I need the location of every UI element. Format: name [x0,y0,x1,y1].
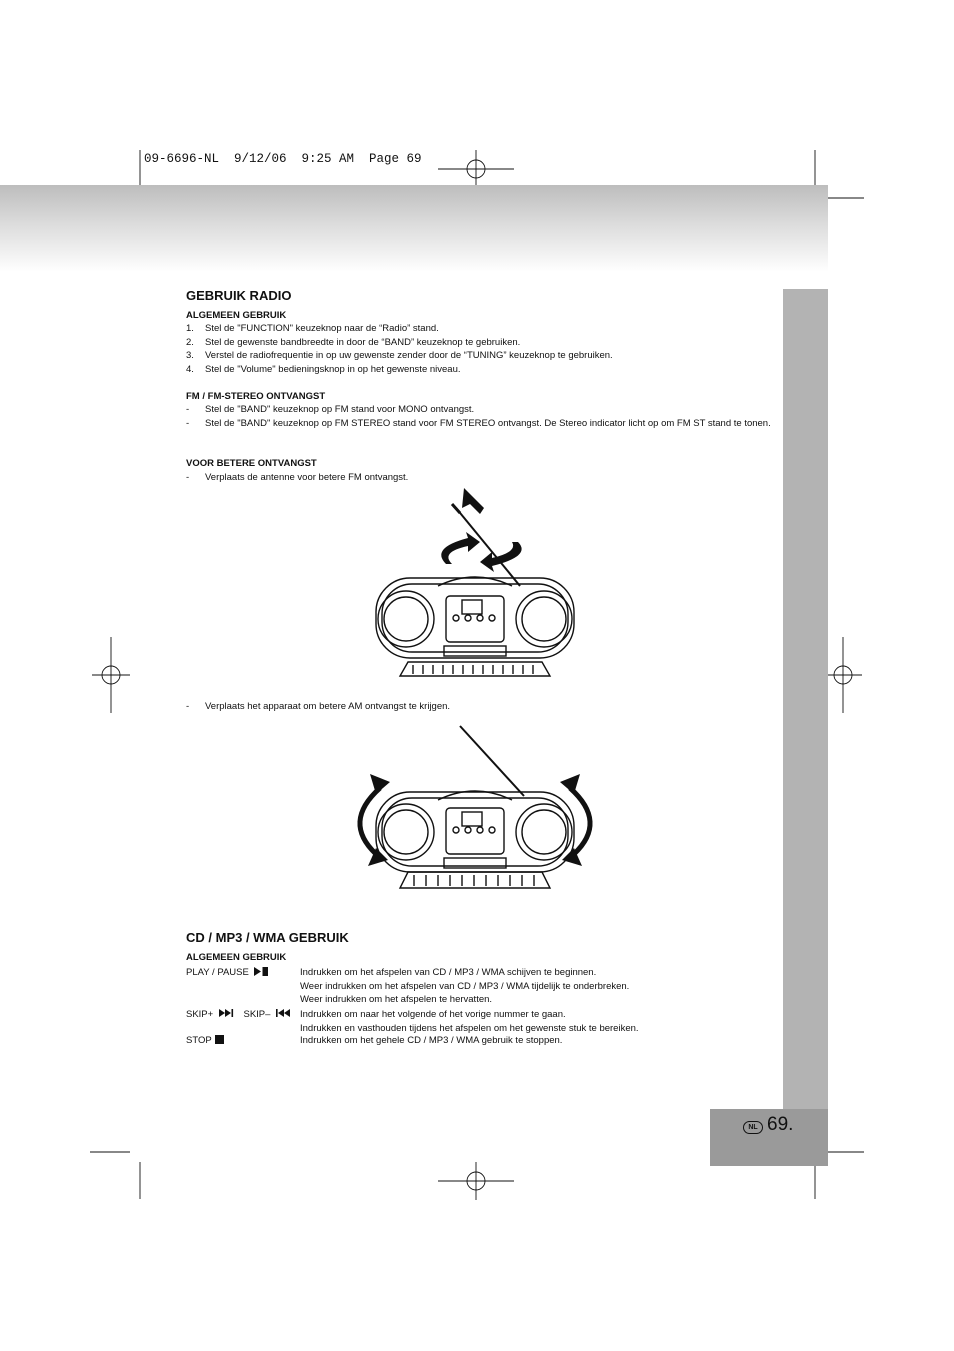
step-text: Stel de "FUNCTION" keuzeknop naar de “Radio” stand. [205,323,439,334]
description-line: Indrukken om naar het volgende of het vorige nummer te gaan. [300,1009,566,1020]
registration-mark-icon [92,637,130,713]
stop-icon [215,1035,224,1044]
skip-back-icon [276,1009,292,1017]
skip-label-row [186,1008,298,1022]
list-text: Stel de "BAND" keuzeknop op FM stand voor MONO ontvangst. [205,404,475,415]
play-pause-description [300,966,700,1007]
step-text: Stel de gewenste bandbreedte in door de “BAND” keuzeknop te gebruiken. [205,336,521,348]
step-number: 3. [186,350,194,361]
header-band [0,185,828,272]
list-item: - Stel de "BAND" keuzeknop op FM STEREO stand voor FM STEREO ontvangst. De Stereo indicator licht op om FM ST stand te tonen. [186,417,771,429]
list-item: - Verplaats het apparaat om betere AM ontvangst te krijgen. [186,701,451,712]
list-item [186,363,771,377]
list-item [186,349,771,363]
list-item: - Verplaats de antenne voor betere FM ontvangst. [186,472,409,483]
play-pause-label: PLAY / PAUSE [186,967,249,978]
skip-description [300,1008,720,1035]
description-line: Indrukken om het gehele CD / MP3 / WMA gebruik te stoppen. [300,1035,563,1046]
play-pause-label-row [186,966,298,980]
radio-title: GEBRUIK RADIO [186,288,292,303]
better-reception-heading: VOOR BETERE ONTVANGST [186,458,317,469]
description-line: Indrukken om het afspelen van CD / MP3 / WMA schijven te beginnen. [300,967,597,978]
registration-mark-icon [824,637,862,713]
step-number: 2. [186,336,194,348]
stop-description [300,1034,700,1048]
list-text: Stel de "BAND" keuzeknop op FM STEREO stand voor FM STEREO ontvangst. De Stereo indicator licht op om FM ST stand te tonen. [205,417,771,429]
fm-list [186,403,771,430]
language-badge: NL [743,1121,763,1134]
list-text: Verplaats de antenne voor betere FM ontvangst. [205,472,409,483]
skip-forward-icon [219,1009,237,1017]
cd-general-heading: ALGEMEEN GEBRUIK [186,952,287,963]
step-text: Stel de "Volume" bedieningsknop in op het gewenste niveau. [205,363,461,375]
print-slug: 09-6696-NL 9/12/06 9:25 AM Page 69 [144,152,422,166]
play-pause-icon [253,967,269,976]
list-item: - Stel de "BAND" keuzeknop op FM stand voor MONO ontvangst. [186,404,475,415]
list-item [186,322,771,336]
step-number: 4. [186,363,194,375]
boombox-antenna-illustration [368,486,582,686]
stop-label: STOP [186,1035,212,1046]
list-item [186,336,771,350]
skip-plus-label: SKIP+ [186,1009,214,1020]
registration-mark-icon [438,1162,514,1200]
radio-general-heading: ALGEMEEN GEBRUIK [186,310,287,321]
cd-title: CD / MP3 / WMA GEBRUIK [186,930,349,945]
stop-label-row [186,1034,298,1048]
registration-mark-icon [438,150,514,188]
fm-heading: FM / FM-STEREO ONTVANGST [186,391,326,402]
list-text: Verplaats het apparaat om betere AM ontvangst te krijgen. [205,701,451,712]
skip-minus-label: SKIP– [243,1009,271,1020]
description-line: Weer indrukken om het afspelen te hervatten. [300,994,493,1005]
description-line: Indrukken en vasthouden tijdens het afspelen om het gewenste stuk te bereiken. [300,1022,639,1034]
step-text: Verstel de radiofrequentie in op uw gewenste zender door de “TUNING” keuzeknop te gebruiken. [205,350,613,361]
boombox-rotate-illustration [344,716,608,900]
radio-steps [186,322,771,376]
description-line: Weer indrukken om het afspelen van CD / MP3 / WMA tijdelijk te onderbreken. [300,980,630,992]
side-bar [783,289,828,1109]
page-number: 69. [767,1114,794,1135]
step-number: 1. [186,323,194,334]
